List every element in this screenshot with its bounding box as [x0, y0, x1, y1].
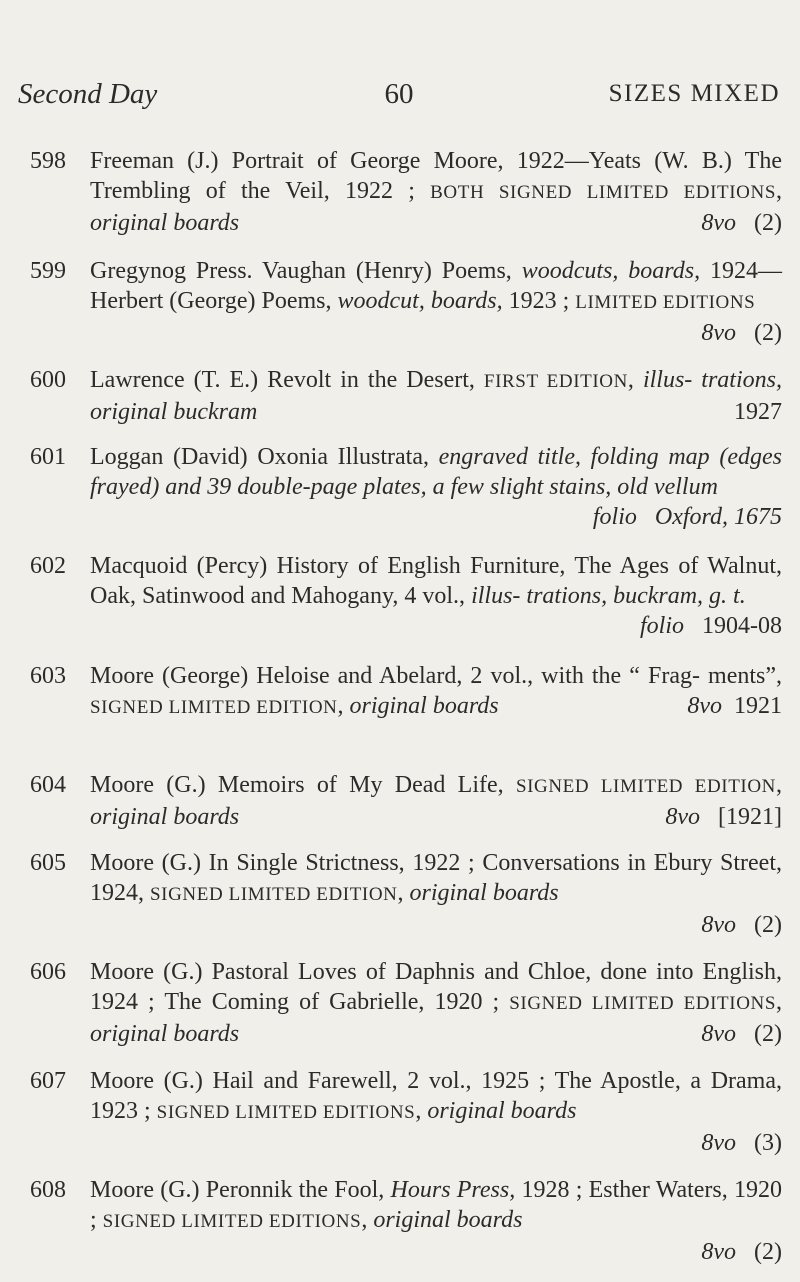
lot-number: 598: [30, 148, 66, 174]
lot-text-part: Freeman (J.) Portrait of George Moore, 1922—Yeats (W. B.) The Trembling of the Veil, 1922 ;: [90, 148, 782, 204]
lot-number: 604: [30, 772, 66, 798]
lot-quantity: (3): [754, 1130, 782, 1156]
lot-text-part: ,: [337, 693, 350, 719]
lot-text-part: ,: [361, 1207, 374, 1233]
lot-number: 605: [30, 850, 66, 876]
lot-date: [1921]: [718, 804, 782, 830]
lot-description: [90, 365, 782, 427]
lot-number: 603: [30, 663, 66, 689]
page-number: 60: [384, 78, 414, 110]
lot-description: [90, 661, 782, 723]
lot-format: 8vo: [687, 693, 722, 719]
lot-format: folio: [592, 504, 637, 530]
lot-text-part: Moore (G.) Peronnik the Fool,: [90, 1177, 391, 1203]
lot-binding: original boards: [90, 1021, 240, 1047]
lot-number: 606: [30, 959, 66, 985]
running-head-right: SIZES MIXED: [608, 80, 780, 107]
lot-binding: original boards: [409, 880, 559, 906]
lot-text-part: ,: [776, 989, 782, 1015]
lot-description: [90, 146, 782, 238]
lot-number: 599: [30, 258, 66, 284]
lot-binding: original boards: [90, 804, 240, 830]
lot-edition-note: SIGNED LIMITED EDITION: [150, 884, 398, 905]
lot-date: 1904-08: [702, 613, 782, 639]
lot-edition-note: SIGNED LIMITED EDITIONS: [156, 1102, 416, 1123]
lot-illustration-note: woodcut, boards,: [337, 288, 503, 314]
lot-text-part: Macquoid (Percy) History of English Furniture, The Ages of Walnut, Oak, Satinwood and Mahogany, 4 vol.,: [90, 553, 782, 609]
lot-description: [90, 442, 782, 532]
lot-text-part: Moore (G.) Memoirs of My Dead Life,: [90, 772, 516, 798]
lot-number: 600: [30, 367, 66, 393]
lot-binding: original boards: [427, 1098, 577, 1124]
lot-format: 8vo: [701, 320, 737, 346]
lot-text-part: 1924—Herbert (George) Poems,: [90, 258, 782, 314]
lot-edition-note: SIGNED LIMITED EDITION: [515, 776, 776, 797]
lot-format: 8vo: [701, 1239, 737, 1265]
lot-format: 8vo: [665, 804, 701, 830]
lot-edition-note: BOTH SIGNED LIMITED EDITIONS: [430, 182, 776, 203]
lot-number: 602: [30, 553, 66, 579]
lot-edition-note: SIGNED LIMITED EDITION: [90, 697, 338, 718]
lot-number: 608: [30, 1177, 66, 1203]
lot-text-part: Moore (G.) In Single Strictness, 1922 ; Conversations in Ebury Street, 1924,: [90, 850, 782, 906]
lot-format: 8vo: [701, 912, 737, 938]
lot-text-part: 1928 ; Esther Waters, 1920 ;: [90, 1177, 783, 1233]
lot-quantity: (2): [754, 1239, 782, 1265]
running-head: [18, 74, 780, 114]
lot-quantity: (2): [754, 1021, 782, 1047]
lot-edition-note: LIMITED EDITIONS: [575, 292, 756, 313]
lot-text-part: ,: [776, 772, 782, 798]
lot-imprint: Oxford, 1675: [654, 504, 782, 530]
lot-format: folio: [639, 613, 684, 639]
lot-description: [90, 1066, 782, 1158]
lot-quantity: (2): [754, 210, 782, 236]
lot-description: [90, 1175, 782, 1267]
lot-description: [90, 256, 782, 348]
lot-text-part: Lawrence (T. E.) Revolt in the Desert,: [90, 367, 484, 393]
lot-text-part: Loggan (David) Oxonia Illustrata,: [90, 444, 439, 470]
lot-text-part: Moore (George) Heloise and Abelard, 2 vol., with the “ Frag- ments”,: [90, 663, 782, 689]
lot-text-part: 1923 ;: [502, 288, 576, 314]
lot-date: 1927: [734, 399, 782, 425]
lot-text-part: ,: [397, 880, 410, 906]
lot-text-part: Gregynog Press. Vaughan (Henry) Poems,: [90, 258, 522, 284]
lot-binding: illus- trations, buckram, g. t.: [471, 583, 746, 609]
lot-description: [90, 957, 782, 1049]
lot-text-part: ,: [627, 367, 643, 393]
lot-binding: original boards: [373, 1207, 523, 1233]
lot-number: 607: [30, 1068, 66, 1094]
lot-quantity: (2): [754, 912, 782, 938]
lot-description: [90, 848, 782, 940]
running-head-left: Second Day: [18, 78, 158, 110]
lot-binding: original boards: [349, 693, 499, 719]
lot-description: [90, 551, 782, 641]
lot-quantity: (2): [754, 320, 782, 346]
lot-text-part: ,: [776, 178, 782, 204]
lot-text-part: Moore (G.) Pastoral Loves of Daphnis and Chloe, done into English, 1924 ; The Coming of Gabrielle, 1920 ;: [90, 959, 782, 1015]
lot-condition-note: engraved title, folding map (edges frayed) and 39 double-page plates, a few slight stains, old vellum: [90, 444, 782, 500]
lot-text-part: Moore (G.) Hail and Farewell, 2 vol., 1925 ; The Apostle, a Drama, 1923 ;: [90, 1068, 782, 1124]
lot-binding: illus- trations, original buckram: [90, 367, 782, 425]
lot-format: 8vo: [701, 210, 737, 236]
lot-edition-note: SIGNED LIMITED EDITIONS: [509, 993, 776, 1014]
lot-imprint: Hours Press,: [390, 1177, 516, 1203]
lot-format: 8vo: [701, 1021, 737, 1047]
lot-date: 1921: [734, 693, 782, 719]
lot-edition-note: SIGNED LIMITED EDITIONS: [102, 1211, 362, 1232]
lot-format: 8vo: [701, 1130, 737, 1156]
lot-illustration-note: woodcuts, boards,: [521, 258, 701, 284]
lot-description: [90, 770, 782, 832]
lot-number: 601: [30, 444, 66, 470]
lot-text-part: ,: [415, 1098, 428, 1124]
lot-binding: original boards: [90, 210, 240, 236]
lot-edition-note: FIRST EDITION: [483, 371, 628, 392]
